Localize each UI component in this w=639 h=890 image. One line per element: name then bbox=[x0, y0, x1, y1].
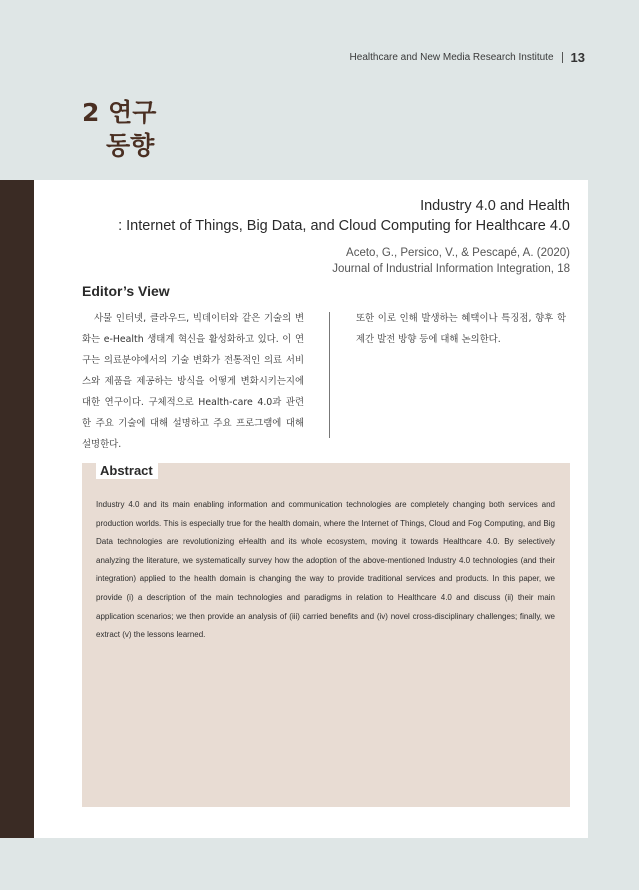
header-divider bbox=[562, 52, 563, 63]
chapter-heading-line2: 동향 bbox=[106, 131, 155, 160]
editors-view-right-text: 또한 이로 인해 발생하는 혜택이나 특징점, 향후 학제간 발전 방향 등에 대해 논의한다. bbox=[356, 313, 566, 345]
column-divider bbox=[329, 312, 330, 438]
article-title bbox=[118, 196, 570, 236]
article-authors: Aceto, G., Persico, V., & Pescapé, A. (2020) bbox=[346, 247, 570, 259]
page-number: 13 bbox=[570, 50, 585, 65]
article-title-line1: Industry 4.0 and Health bbox=[420, 198, 570, 214]
article-title-line2: : Internet of Things, Big Data, and Cloud Computing for Healthcare 4.0 bbox=[118, 218, 570, 234]
page-header bbox=[350, 50, 585, 65]
editors-view-title: Editor’s View bbox=[82, 283, 170, 299]
institute-name: Healthcare and New Media Research Institute bbox=[349, 52, 554, 63]
article-journal: Journal of Industrial Information Integration, 18 bbox=[332, 263, 570, 275]
chapter-heading-line1: 2 연구 bbox=[82, 98, 157, 127]
side-accent-bar bbox=[0, 180, 34, 838]
chapter-heading bbox=[82, 96, 156, 162]
editors-view-left-text: 사물 인터넷, 클라우드, 빅데이터와 같은 기술의 변화는 e-Health 생태계 혁신을 활성화하고 있다. 이 연구는 의료분야에서의 기술 변화가 전통적인 의료 서비스와 제품을 제공하는 방식을 어떻게 변화시키는지에 대한 연구이다. 구체적으로 Health-care 4.0과 관련한 주요 기술에 대해 설명하고 주요 프로그램에 대해 설명한다. bbox=[82, 313, 304, 450]
abstract-label: Abstract bbox=[96, 462, 158, 479]
abstract-text: Industry 4.0 and its main enabling information and communication technologies are completely changing both services and production worlds. This is especially true for the health domain, where the Internet of Things, Cloud and Fog Computing, and Big Data technologies are revolutionizing eHealth and its whole ecosystem, moving it towards Healthcare 4.0. By selectively analyzing the literature, we systematically survey how the adoption of the above-mentioned Industry 4.0 technologies (and their integration) applied to the health domain is changing the way to provide traditional services and products. In this paper, we provide (i) a description of the main technologies and paradigms in relation to Healthcare 4.0 and discuss (ii) their main application scenarios; we then provide an analysis of (iii) carried benefits and (iv) novel cross-disciplinary challenges; finally, we extract (v) the lessons learned. bbox=[96, 500, 555, 640]
article-citation bbox=[332, 245, 570, 277]
